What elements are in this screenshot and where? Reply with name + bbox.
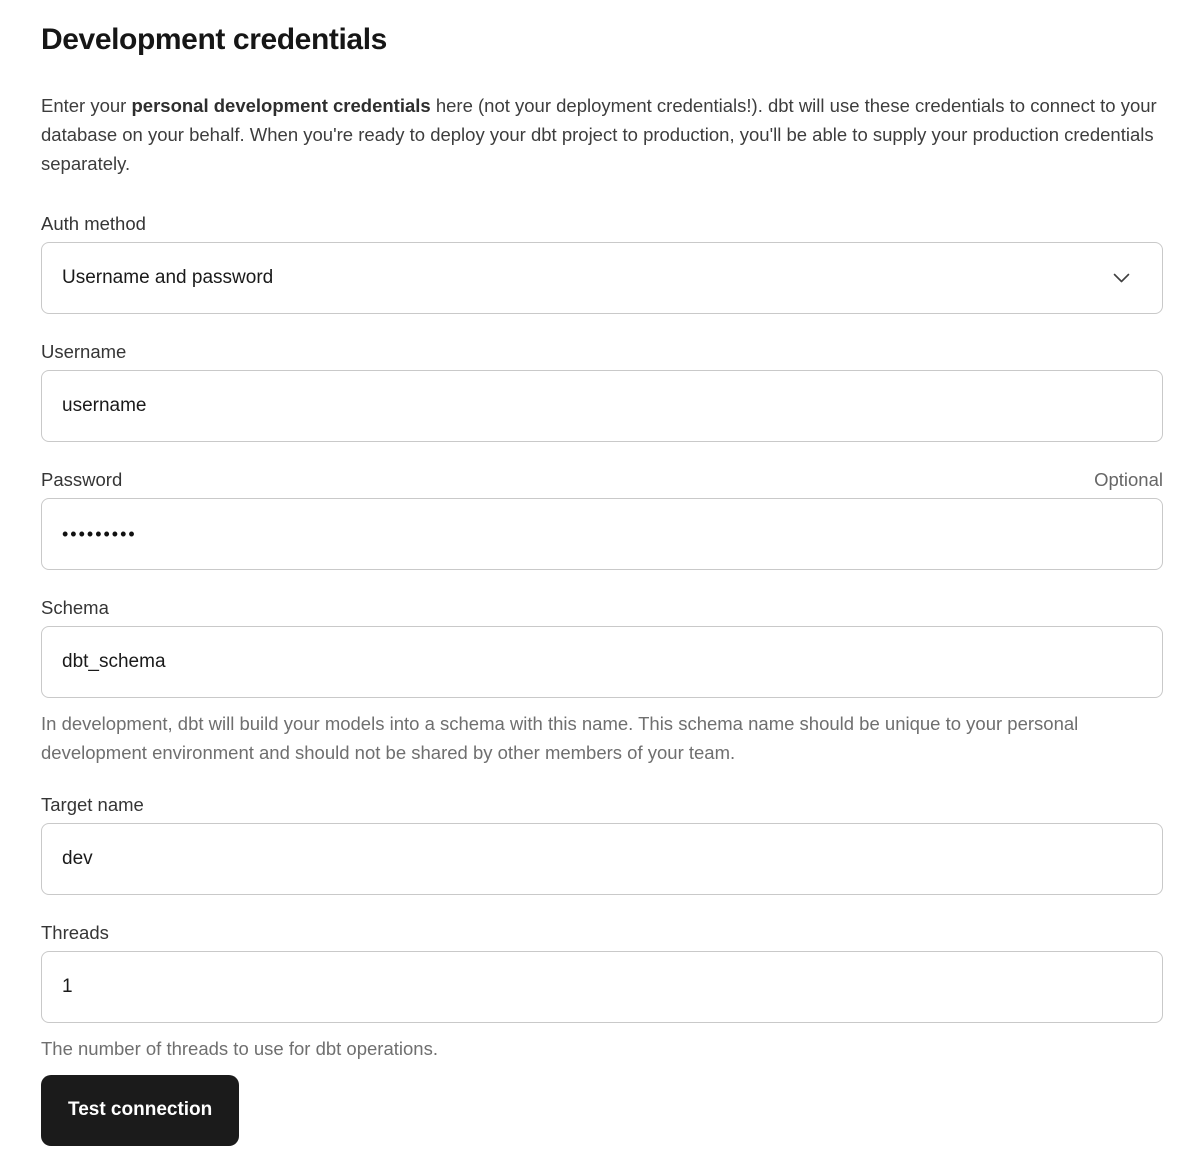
- intro-text-pre: Enter your: [41, 95, 132, 116]
- chevron-down-icon: [1113, 273, 1130, 284]
- threads-help-text: The number of threads to use for dbt operations.: [41, 1038, 438, 1059]
- password-optional-badge: Optional: [1094, 469, 1163, 490]
- username-field[interactable]: [41, 370, 1163, 442]
- auth-method-select[interactable]: [41, 242, 1163, 314]
- auth-method-selected-value: Username and password: [62, 267, 274, 288]
- target-name-field[interactable]: [41, 823, 1163, 895]
- target-name-group: [41, 793, 1163, 895]
- password-group: [41, 468, 1163, 570]
- password-label: Password: [41, 469, 123, 490]
- target-name-label: Target name: [41, 794, 144, 815]
- password-field[interactable]: [41, 498, 1163, 570]
- auth-method-group: [41, 212, 1163, 314]
- intro-text: [41, 91, 1163, 178]
- schema-help-text: In development, dbt will build your models into a schema with this name. This schema name should be unique to your personal development environment and should not be shared by other members of your team.: [41, 713, 1079, 763]
- threads-group: [41, 921, 1163, 1063]
- intro-text-post: here (not your deployment credentials!). dbt will use these credentials to connect to your database on your behalf. When you're ready to deploy your dbt project to production, you'll be able to supply your production credentials separately.: [41, 95, 1157, 174]
- auth-method-label: Auth method: [41, 213, 146, 234]
- schema-field[interactable]: [41, 626, 1163, 698]
- username-group: [41, 340, 1163, 442]
- schema-label: Schema: [41, 597, 109, 618]
- username-label: Username: [41, 341, 127, 362]
- intro-text-bold: personal development credentials: [131, 95, 431, 116]
- threads-label: Threads: [41, 922, 109, 943]
- test-connection-button[interactable]: Test connection: [41, 1075, 239, 1146]
- schema-group: [41, 596, 1163, 767]
- page-title: Development credentials: [41, 23, 387, 56]
- threads-field[interactable]: [41, 951, 1163, 1023]
